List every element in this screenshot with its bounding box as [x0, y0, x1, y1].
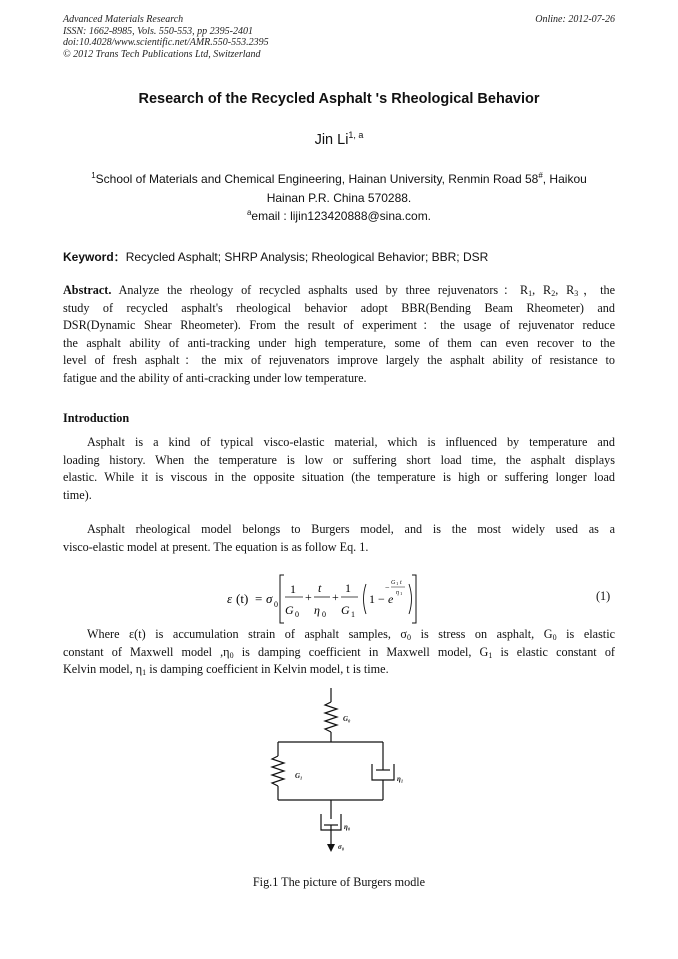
abstract-line-2: study of recycled asphalt's rheological behavior adopt BBR(Bending Beam Rheometer) and — [63, 300, 615, 315]
intro-p1-line-4: time). — [63, 487, 92, 502]
sub: 0 — [407, 633, 412, 642]
affiliation-line-2: Hainan P.R. China 570288. — [266, 191, 412, 205]
label-sigma0: σ₀ — [338, 843, 345, 851]
eq-exp-G-sub: 1 — [396, 581, 399, 586]
eq-exp-G: G — [391, 580, 396, 586]
spring-g1 — [272, 756, 284, 786]
label-g0: G₀ — [343, 715, 351, 723]
eq-lhs-t: (t) — [236, 591, 249, 606]
p3-text: Kelvin model, η — [63, 662, 143, 677]
eq-frac2-eta: η — [314, 603, 320, 617]
eq-frac1-sub: 0 — [295, 610, 299, 619]
equation-number: (1) — [596, 589, 611, 603]
eq-e: e — [388, 592, 394, 606]
eq-equals: = — [255, 591, 263, 606]
keywords-label: Keyword： — [63, 250, 126, 264]
intro-p1-line-1: Asphalt is a kind of typical visco-elastic material, which is influenced by temperature and — [87, 435, 615, 449]
abstract-line-6: fatigue and the ability of anti-cracking under low temperature. — [63, 370, 367, 385]
eq-frac3-G: G — [341, 603, 350, 617]
burgers-model-figure — [260, 688, 420, 860]
copyright-line: © 2012 Trans Tech Publications Ltd, Switzerland — [63, 48, 261, 60]
issn-line: ISSN: 1662-8985, Vols. 550-553, pp 2395-2401 — [63, 25, 253, 37]
journal-header — [63, 14, 615, 60]
eq-frac1-G: G — [285, 603, 294, 617]
author-name: Jin Li — [314, 132, 349, 148]
sub: 2 — [551, 289, 556, 298]
label-eta1: η₁ — [397, 775, 404, 783]
doi-line: doi:10.4028/www.scientific.net/AMR.550-553.2395 — [63, 37, 269, 48]
affiliation — [63, 166, 615, 208]
intro-p3-line-1 — [63, 626, 615, 644]
abstract — [63, 282, 615, 388]
abstract-label: Abstract. — [63, 283, 112, 297]
intro-p2-line-1: Asphalt rheological model belongs to Burgers model, and is the most widely used as a — [87, 522, 615, 536]
abstract-line-1 — [63, 282, 615, 300]
sub: 1 — [142, 668, 147, 678]
intro-paragraph-1 — [63, 434, 615, 504]
keywords — [63, 248, 615, 265]
label-g1: G₁ — [295, 772, 303, 780]
p3-text: constant of Maxwell model ,η — [63, 644, 230, 659]
abstract-text: , R — [555, 283, 575, 297]
sub: 0 — [552, 633, 557, 642]
eq-right-paren — [409, 584, 412, 614]
eq-frac3-sub: 1 — [351, 610, 355, 619]
abstract-text: ，the — [578, 283, 615, 297]
online-date: Online: 2012-07-26 — [535, 14, 615, 25]
eq-frac1-num: 1 — [290, 582, 296, 596]
sub: 3 — [574, 289, 579, 298]
eq-frac3-num: 1 — [345, 581, 351, 595]
author-line — [63, 130, 615, 148]
p3-text: is damping coefficient in Maxwell model, G — [233, 644, 489, 659]
eq-left-bracket — [280, 575, 284, 623]
journal-name: Advanced Materials Research — [63, 14, 184, 25]
eq-plus-2: + — [332, 590, 339, 604]
eq-epsilon: ε — [227, 591, 233, 606]
affiliation-sup: 1 — [91, 171, 96, 180]
sub: 1 — [528, 289, 533, 298]
label-eta0: η₀ — [344, 823, 351, 831]
keywords-text: Recycled Asphalt; SHRP Analysis; Rheological Behavior; BBR; DSR — [125, 250, 489, 264]
intro-p3-line-2 — [63, 644, 615, 662]
burgers-equation — [225, 570, 435, 628]
intro-p3-line-3 — [63, 661, 615, 679]
affiliation-hash-sup: # — [538, 171, 543, 180]
p3-text: is damping coefficient in Kelvin model, t is time. — [146, 662, 389, 677]
abstract-line-4: the asphalt ability of anti-tracking under high temperature, some of them can even recover to the — [63, 335, 615, 350]
affiliation-text-b: , Haikou — [542, 172, 587, 186]
figure-caption: Fig.1 The picture of Burgers modle — [252, 875, 426, 889]
paper-title: Research of the Recycled Asphalt 's Rheological Behavior — [138, 91, 540, 107]
abstract-line-5: level of fresh asphalt：the mix of rejuvenators improve largely the asphalt ability of resistance to — [63, 353, 615, 368]
intro-p2-line-2: visco-elastic model at present. The equation is as follow Eq. 1. — [63, 539, 369, 554]
intro-paragraph-2 — [63, 521, 615, 556]
p3-text: is elastic — [556, 627, 615, 641]
eq-right-bracket — [412, 575, 416, 623]
eq-exp-minus: − — [385, 583, 390, 592]
load-arrow-head — [327, 844, 335, 852]
eq-left-paren — [364, 584, 367, 614]
eq-exp-eta-sub: 1 — [400, 591, 403, 596]
intro-paragraph-3 — [63, 626, 615, 679]
eq-one: 1 — [369, 592, 375, 606]
eq-sigma-sub: 0 — [274, 600, 278, 609]
sub: 1 — [488, 650, 493, 660]
email-line — [63, 208, 615, 223]
eq-plus-1: + — [305, 590, 312, 604]
email-sup: a — [246, 208, 252, 217]
affiliation-line-1 — [63, 166, 615, 189]
spring-g0 — [325, 702, 337, 732]
intro-p1-line-2: loading history. When the temperature is low or suffering short load time, the asphalt displays — [63, 452, 615, 467]
abstract-line-3: DSR(Dynamic Shear Rheometer). From the result of experiment：the usage of rejuvenator reduce — [63, 318, 615, 333]
eq-frac2-num: t — [318, 581, 322, 595]
author-sup: 1, a — [348, 130, 364, 140]
p3-text: Where ε(t) is accumulation strain of asphalt samples, σ — [87, 627, 408, 641]
eq-exp-t: t — [400, 580, 402, 586]
eq-exp-eta: η — [396, 590, 399, 596]
abstract-text: Analyze the rheology of recycled asphalts used by three rejuvenators：R — [111, 283, 529, 297]
eq-sigma: σ — [266, 591, 273, 606]
p3-text: is stress on asphalt, G — [411, 627, 553, 641]
eq-minus: − — [378, 592, 385, 606]
sub: 0 — [229, 650, 234, 660]
section-heading-introduction: Introduction — [63, 411, 130, 425]
email-text[interactable]: email : lijin123420888@sina.com. — [251, 209, 432, 223]
abstract-text: , R — [532, 283, 552, 297]
affiliation-text-a: School of Materials and Chemical Engineering, Hainan University, Renmin Road 58 — [95, 172, 539, 186]
intro-p1-line-3: elastic. While it is viscous in the opposite situation (the temperature is high or suffering longer load — [63, 470, 615, 485]
eq-frac2-sub: 0 — [322, 610, 326, 619]
p3-text: is elastic constant of — [492, 644, 615, 659]
